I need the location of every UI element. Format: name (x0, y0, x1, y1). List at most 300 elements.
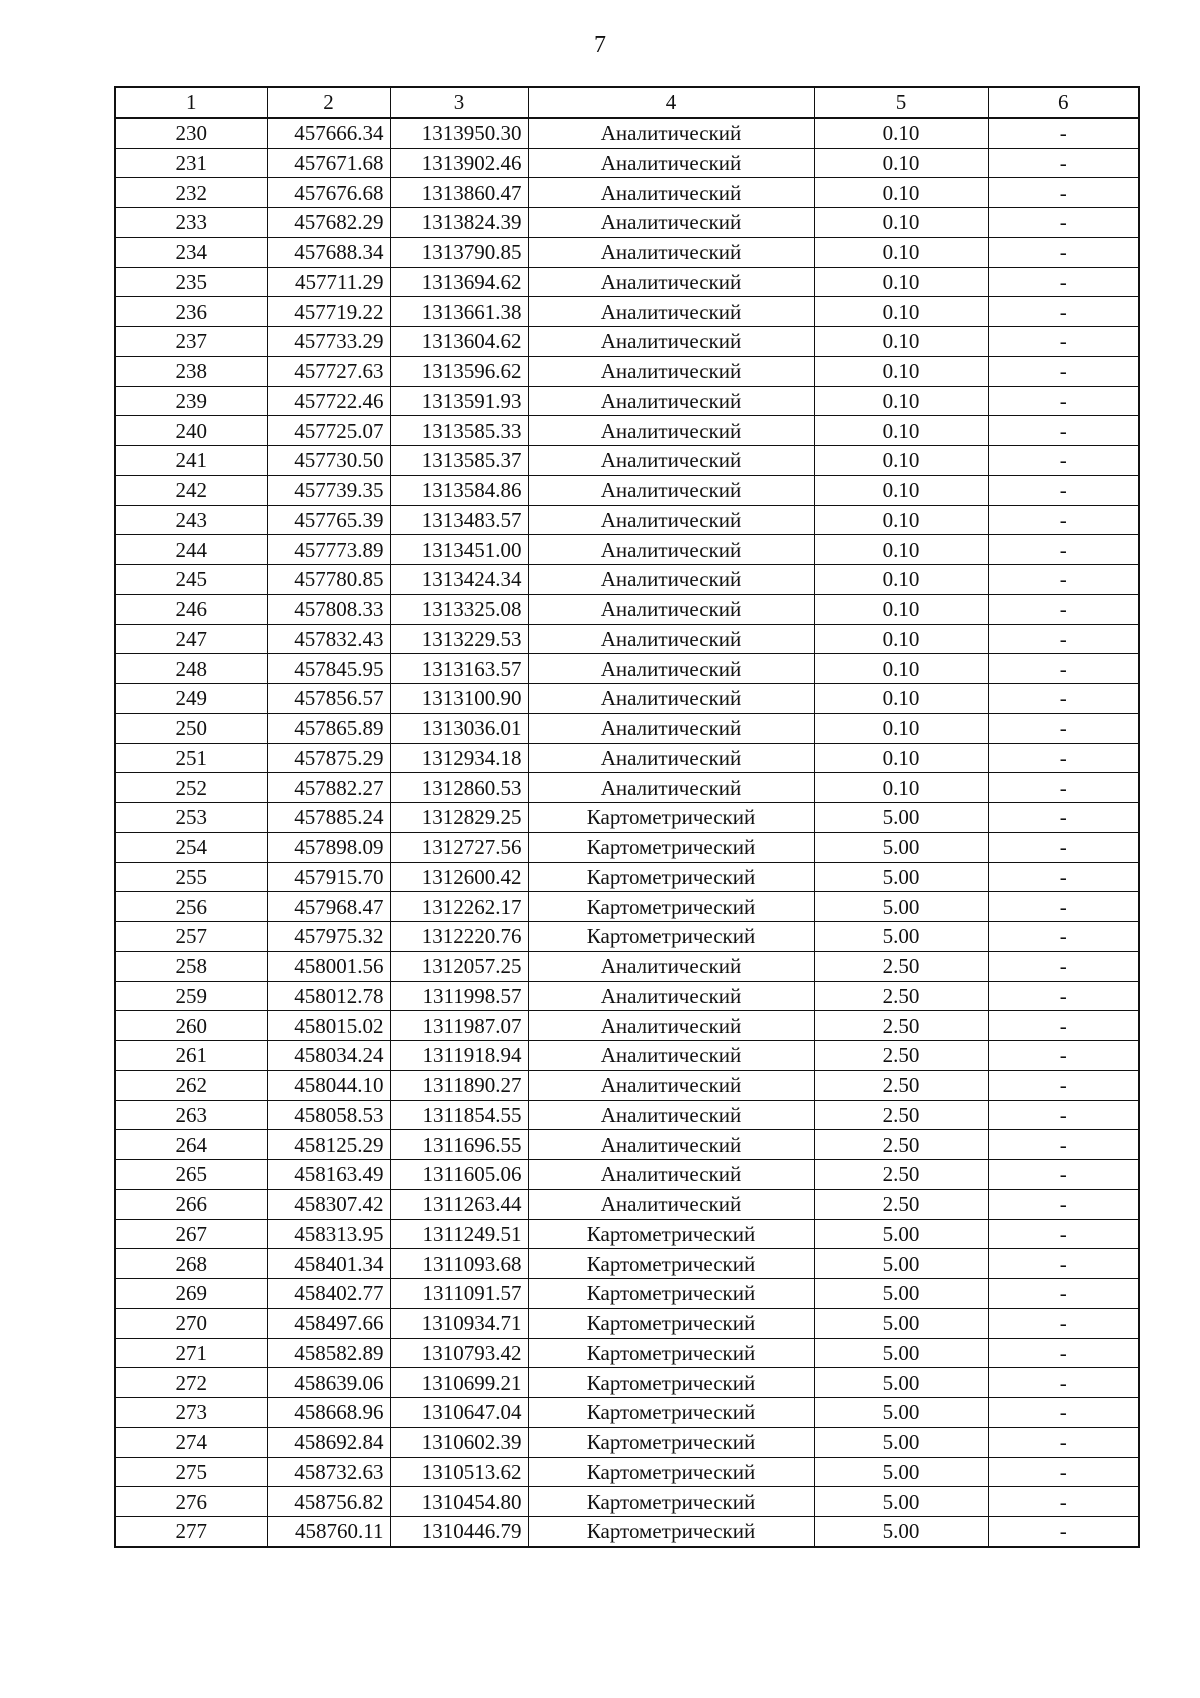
x-coordinate-cell: 457780.85 (267, 565, 390, 595)
method-cell: Аналитический (528, 713, 814, 743)
point-number-cell: 261 (115, 1041, 267, 1071)
note-cell: - (988, 1517, 1139, 1547)
note-cell: - (988, 1160, 1139, 1190)
accuracy-cell: 0.10 (814, 446, 988, 476)
accuracy-cell: 0.10 (814, 148, 988, 178)
method-cell: Аналитический (528, 1130, 814, 1160)
note-cell: - (988, 1249, 1139, 1279)
accuracy-cell: 5.00 (814, 1368, 988, 1398)
x-coordinate-cell: 458497.66 (267, 1308, 390, 1338)
table-row (115, 267, 1139, 297)
x-coordinate-cell: 457975.32 (267, 922, 390, 952)
accuracy-cell: 0.10 (814, 118, 988, 148)
note-cell: - (988, 118, 1139, 148)
y-coordinate-cell: 1311987.07 (390, 1011, 528, 1041)
accuracy-cell: 2.50 (814, 1011, 988, 1041)
x-coordinate-cell: 457719.22 (267, 297, 390, 327)
table-row (115, 713, 1139, 743)
note-cell: - (988, 654, 1139, 684)
note-cell: - (988, 1427, 1139, 1457)
method-cell: Картометрический (528, 1517, 814, 1547)
method-cell: Аналитический (528, 446, 814, 476)
accuracy-cell: 2.50 (814, 1070, 988, 1100)
point-number-cell: 246 (115, 594, 267, 624)
y-coordinate-cell: 1313661.38 (390, 297, 528, 327)
x-coordinate-cell: 457773.89 (267, 535, 390, 565)
note-cell: - (988, 713, 1139, 743)
y-coordinate-cell: 1310602.39 (390, 1427, 528, 1457)
x-coordinate-cell: 458313.95 (267, 1219, 390, 1249)
accuracy-cell: 2.50 (814, 1130, 988, 1160)
x-coordinate-cell: 458163.49 (267, 1160, 390, 1190)
method-cell: Аналитический (528, 1041, 814, 1071)
note-cell: - (988, 624, 1139, 654)
point-number-cell: 253 (115, 803, 267, 833)
point-number-cell: 237 (115, 327, 267, 357)
point-number-cell: 233 (115, 208, 267, 238)
column-header: 1 (115, 87, 267, 118)
method-cell: Аналитический (528, 416, 814, 446)
note-cell: - (988, 237, 1139, 267)
method-cell: Аналитический (528, 237, 814, 267)
table-row (115, 237, 1139, 267)
y-coordinate-cell: 1313860.47 (390, 178, 528, 208)
y-coordinate-cell: 1313424.34 (390, 565, 528, 595)
method-cell: Картометрический (528, 1338, 814, 1368)
y-coordinate-cell: 1313036.01 (390, 713, 528, 743)
x-coordinate-cell: 457865.89 (267, 713, 390, 743)
y-coordinate-cell: 1313451.00 (390, 535, 528, 565)
point-number-cell: 247 (115, 624, 267, 654)
x-coordinate-cell: 457885.24 (267, 803, 390, 833)
table-row (115, 1219, 1139, 1249)
accuracy-cell: 0.10 (814, 713, 988, 743)
accuracy-cell: 0.10 (814, 773, 988, 803)
x-coordinate-cell: 457671.68 (267, 148, 390, 178)
table-row (115, 356, 1139, 386)
column-header: 2 (267, 87, 390, 118)
note-cell: - (988, 684, 1139, 714)
y-coordinate-cell: 1311890.27 (390, 1070, 528, 1100)
y-coordinate-cell: 1313591.93 (390, 386, 528, 416)
accuracy-cell: 0.10 (814, 416, 988, 446)
note-cell: - (988, 327, 1139, 357)
point-number-cell: 234 (115, 237, 267, 267)
note-cell: - (988, 1338, 1139, 1368)
table-header-row (115, 87, 1139, 118)
accuracy-cell: 2.50 (814, 1189, 988, 1219)
y-coordinate-cell: 1310699.21 (390, 1368, 528, 1398)
x-coordinate-cell: 458668.96 (267, 1398, 390, 1428)
y-coordinate-cell: 1311696.55 (390, 1130, 528, 1160)
y-coordinate-cell: 1311091.57 (390, 1279, 528, 1309)
x-coordinate-cell: 457711.29 (267, 267, 390, 297)
point-number-cell: 239 (115, 386, 267, 416)
method-cell: Картометрический (528, 1279, 814, 1309)
accuracy-cell: 2.50 (814, 981, 988, 1011)
note-cell: - (988, 803, 1139, 833)
accuracy-cell: 5.00 (814, 1517, 988, 1547)
point-number-cell: 257 (115, 922, 267, 952)
y-coordinate-cell: 1310513.62 (390, 1457, 528, 1487)
note-cell: - (988, 178, 1139, 208)
accuracy-cell: 5.00 (814, 1487, 988, 1517)
x-coordinate-cell: 458044.10 (267, 1070, 390, 1100)
accuracy-cell: 5.00 (814, 1457, 988, 1487)
point-number-cell: 243 (115, 505, 267, 535)
accuracy-cell: 2.50 (814, 1160, 988, 1190)
table-row (115, 981, 1139, 1011)
note-cell: - (988, 1189, 1139, 1219)
point-number-cell: 269 (115, 1279, 267, 1309)
point-number-cell: 232 (115, 178, 267, 208)
y-coordinate-cell: 1313950.30 (390, 118, 528, 148)
y-coordinate-cell: 1310446.79 (390, 1517, 528, 1547)
note-cell: - (988, 1457, 1139, 1487)
table-body (115, 118, 1139, 1547)
note-cell: - (988, 565, 1139, 595)
note-cell: - (988, 743, 1139, 773)
y-coordinate-cell: 1313163.57 (390, 654, 528, 684)
x-coordinate-cell: 457730.50 (267, 446, 390, 476)
method-cell: Аналитический (528, 1070, 814, 1100)
x-coordinate-cell: 458401.34 (267, 1249, 390, 1279)
accuracy-cell: 0.10 (814, 654, 988, 684)
table-row (115, 922, 1139, 952)
y-coordinate-cell: 1312934.18 (390, 743, 528, 773)
point-number-cell: 271 (115, 1338, 267, 1368)
x-coordinate-cell: 458732.63 (267, 1457, 390, 1487)
x-coordinate-cell: 457765.39 (267, 505, 390, 535)
accuracy-cell: 0.10 (814, 535, 988, 565)
point-number-cell: 248 (115, 654, 267, 684)
note-cell: - (988, 1308, 1139, 1338)
table-row (115, 1487, 1139, 1517)
table-row (115, 654, 1139, 684)
x-coordinate-cell: 458001.56 (267, 951, 390, 981)
accuracy-cell: 0.10 (814, 684, 988, 714)
point-number-cell: 266 (115, 1189, 267, 1219)
method-cell: Картометрический (528, 1427, 814, 1457)
accuracy-cell: 0.10 (814, 237, 988, 267)
x-coordinate-cell: 457688.34 (267, 237, 390, 267)
accuracy-cell: 5.00 (814, 1219, 988, 1249)
y-coordinate-cell: 1313824.39 (390, 208, 528, 238)
table-row (115, 684, 1139, 714)
note-cell: - (988, 208, 1139, 238)
point-number-cell: 240 (115, 416, 267, 446)
accuracy-cell: 0.10 (814, 505, 988, 535)
point-number-cell: 272 (115, 1368, 267, 1398)
accuracy-cell: 5.00 (814, 922, 988, 952)
method-cell: Аналитический (528, 475, 814, 505)
method-cell: Картометрический (528, 1398, 814, 1428)
method-cell: Аналитический (528, 743, 814, 773)
x-coordinate-cell: 457739.35 (267, 475, 390, 505)
x-coordinate-cell: 457733.29 (267, 327, 390, 357)
method-cell: Аналитический (528, 327, 814, 357)
point-number-cell: 270 (115, 1308, 267, 1338)
page-number: 7 (594, 32, 606, 58)
method-cell: Картометрический (528, 892, 814, 922)
point-number-cell: 236 (115, 297, 267, 327)
table-row (115, 208, 1139, 238)
table-row (115, 178, 1139, 208)
method-cell: Аналитический (528, 1160, 814, 1190)
table-row (115, 951, 1139, 981)
x-coordinate-cell: 458756.82 (267, 1487, 390, 1517)
note-cell: - (988, 386, 1139, 416)
method-cell: Картометрический (528, 1487, 814, 1517)
point-number-cell: 277 (115, 1517, 267, 1547)
x-coordinate-cell: 457845.95 (267, 654, 390, 684)
table-row (115, 1070, 1139, 1100)
point-number-cell: 241 (115, 446, 267, 476)
column-header: 6 (988, 87, 1139, 118)
y-coordinate-cell: 1313790.85 (390, 237, 528, 267)
table-row (115, 1249, 1139, 1279)
point-number-cell: 263 (115, 1100, 267, 1130)
point-number-cell: 275 (115, 1457, 267, 1487)
table-row (115, 1517, 1139, 1547)
method-cell: Картометрический (528, 1368, 814, 1398)
note-cell: - (988, 832, 1139, 862)
table-row (115, 327, 1139, 357)
x-coordinate-cell: 457898.09 (267, 832, 390, 862)
accuracy-cell: 0.10 (814, 594, 988, 624)
accuracy-cell: 0.10 (814, 624, 988, 654)
accuracy-cell: 0.10 (814, 743, 988, 773)
note-cell: - (988, 951, 1139, 981)
method-cell: Аналитический (528, 505, 814, 535)
point-number-cell: 252 (115, 773, 267, 803)
table-row (115, 832, 1139, 862)
accuracy-cell: 0.10 (814, 356, 988, 386)
table-row (115, 594, 1139, 624)
point-number-cell: 230 (115, 118, 267, 148)
point-number-cell: 276 (115, 1487, 267, 1517)
y-coordinate-cell: 1311918.94 (390, 1041, 528, 1071)
accuracy-cell: 0.10 (814, 208, 988, 238)
method-cell: Аналитический (528, 1189, 814, 1219)
y-coordinate-cell: 1312860.53 (390, 773, 528, 803)
x-coordinate-cell: 458015.02 (267, 1011, 390, 1041)
point-number-cell: 251 (115, 743, 267, 773)
method-cell: Аналитический (528, 386, 814, 416)
note-cell: - (988, 922, 1139, 952)
method-cell: Картометрический (528, 803, 814, 833)
x-coordinate-cell: 458034.24 (267, 1041, 390, 1071)
note-cell: - (988, 773, 1139, 803)
note-cell: - (988, 505, 1139, 535)
accuracy-cell: 5.00 (814, 1249, 988, 1279)
column-header: 3 (390, 87, 528, 118)
x-coordinate-cell: 457676.68 (267, 178, 390, 208)
note-cell: - (988, 148, 1139, 178)
x-coordinate-cell: 457882.27 (267, 773, 390, 803)
method-cell: Аналитический (528, 148, 814, 178)
point-number-cell: 259 (115, 981, 267, 1011)
note-cell: - (988, 594, 1139, 624)
point-number-cell: 238 (115, 356, 267, 386)
y-coordinate-cell: 1312829.25 (390, 803, 528, 833)
accuracy-cell: 5.00 (814, 803, 988, 833)
point-number-cell: 231 (115, 148, 267, 178)
accuracy-cell: 0.10 (814, 178, 988, 208)
method-cell: Аналитический (528, 654, 814, 684)
point-number-cell: 265 (115, 1160, 267, 1190)
y-coordinate-cell: 1312727.56 (390, 832, 528, 862)
note-cell: - (988, 1398, 1139, 1428)
note-cell: - (988, 297, 1139, 327)
method-cell: Аналитический (528, 1011, 814, 1041)
y-coordinate-cell: 1311263.44 (390, 1189, 528, 1219)
note-cell: - (988, 1011, 1139, 1041)
table-row (115, 446, 1139, 476)
method-cell: Аналитический (528, 208, 814, 238)
x-coordinate-cell: 458402.77 (267, 1279, 390, 1309)
point-number-cell: 254 (115, 832, 267, 862)
accuracy-cell: 0.10 (814, 327, 988, 357)
accuracy-cell: 5.00 (814, 1398, 988, 1428)
y-coordinate-cell: 1310934.71 (390, 1308, 528, 1338)
table-row (115, 1011, 1139, 1041)
x-coordinate-cell: 458307.42 (267, 1189, 390, 1219)
point-number-cell: 244 (115, 535, 267, 565)
point-number-cell: 242 (115, 475, 267, 505)
method-cell: Аналитический (528, 356, 814, 386)
y-coordinate-cell: 1310793.42 (390, 1338, 528, 1368)
x-coordinate-cell: 458058.53 (267, 1100, 390, 1130)
table-row (115, 1457, 1139, 1487)
table-row (115, 1130, 1139, 1160)
x-coordinate-cell: 458582.89 (267, 1338, 390, 1368)
x-coordinate-cell: 458692.84 (267, 1427, 390, 1457)
table-row (115, 1100, 1139, 1130)
point-number-cell: 262 (115, 1070, 267, 1100)
y-coordinate-cell: 1312220.76 (390, 922, 528, 952)
note-cell: - (988, 535, 1139, 565)
x-coordinate-cell: 457725.07 (267, 416, 390, 446)
accuracy-cell: 5.00 (814, 862, 988, 892)
point-number-cell: 235 (115, 267, 267, 297)
x-coordinate-cell: 457666.34 (267, 118, 390, 148)
table-row (115, 118, 1139, 148)
point-number-cell: 258 (115, 951, 267, 981)
x-coordinate-cell: 457875.29 (267, 743, 390, 773)
y-coordinate-cell: 1313229.53 (390, 624, 528, 654)
accuracy-cell: 5.00 (814, 1427, 988, 1457)
note-cell: - (988, 1279, 1139, 1309)
table-row (115, 297, 1139, 327)
method-cell: Аналитический (528, 1100, 814, 1130)
note-cell: - (988, 862, 1139, 892)
y-coordinate-cell: 1311249.51 (390, 1219, 528, 1249)
point-number-cell: 273 (115, 1398, 267, 1428)
accuracy-cell: 2.50 (814, 1041, 988, 1071)
method-cell: Аналитический (528, 565, 814, 595)
y-coordinate-cell: 1310454.80 (390, 1487, 528, 1517)
table-row (115, 1189, 1139, 1219)
x-coordinate-cell: 457682.29 (267, 208, 390, 238)
table-row (115, 1160, 1139, 1190)
note-cell: - (988, 1487, 1139, 1517)
x-coordinate-cell: 457856.57 (267, 684, 390, 714)
point-number-cell: 274 (115, 1427, 267, 1457)
y-coordinate-cell: 1313604.62 (390, 327, 528, 357)
accuracy-cell: 5.00 (814, 832, 988, 862)
method-cell: Аналитический (528, 535, 814, 565)
table-row (115, 773, 1139, 803)
method-cell: Аналитический (528, 267, 814, 297)
point-number-cell: 245 (115, 565, 267, 595)
x-coordinate-cell: 458639.06 (267, 1368, 390, 1398)
x-coordinate-cell: 457915.70 (267, 862, 390, 892)
table-row (115, 1368, 1139, 1398)
table-row (115, 892, 1139, 922)
y-coordinate-cell: 1313902.46 (390, 148, 528, 178)
method-cell: Картометрический (528, 832, 814, 862)
method-cell: Картометрический (528, 1308, 814, 1338)
y-coordinate-cell: 1311854.55 (390, 1100, 528, 1130)
method-cell: Аналитический (528, 773, 814, 803)
x-coordinate-cell: 458012.78 (267, 981, 390, 1011)
point-number-cell: 267 (115, 1219, 267, 1249)
accuracy-cell: 0.10 (814, 386, 988, 416)
method-cell: Картометрический (528, 1457, 814, 1487)
y-coordinate-cell: 1313483.57 (390, 505, 528, 535)
x-coordinate-cell: 457832.43 (267, 624, 390, 654)
method-cell: Аналитический (528, 684, 814, 714)
x-coordinate-cell: 458760.11 (267, 1517, 390, 1547)
accuracy-cell: 0.10 (814, 565, 988, 595)
x-coordinate-cell: 458125.29 (267, 1130, 390, 1160)
column-header: 4 (528, 87, 814, 118)
method-cell: Картометрический (528, 862, 814, 892)
point-number-cell: 268 (115, 1249, 267, 1279)
accuracy-cell: 0.10 (814, 267, 988, 297)
note-cell: - (988, 1100, 1139, 1130)
table-row (115, 1427, 1139, 1457)
point-number-cell: 256 (115, 892, 267, 922)
x-coordinate-cell: 457727.63 (267, 356, 390, 386)
y-coordinate-cell: 1313100.90 (390, 684, 528, 714)
table-row (115, 862, 1139, 892)
y-coordinate-cell: 1311998.57 (390, 981, 528, 1011)
table-row (115, 1338, 1139, 1368)
y-coordinate-cell: 1313596.62 (390, 356, 528, 386)
method-cell: Аналитический (528, 178, 814, 208)
method-cell: Аналитический (528, 297, 814, 327)
method-cell: Аналитический (528, 594, 814, 624)
y-coordinate-cell: 1311093.68 (390, 1249, 528, 1279)
accuracy-cell: 5.00 (814, 1279, 988, 1309)
table-row (115, 1308, 1139, 1338)
table-row (115, 505, 1139, 535)
y-coordinate-cell: 1310647.04 (390, 1398, 528, 1428)
note-cell: - (988, 1219, 1139, 1249)
y-coordinate-cell: 1313694.62 (390, 267, 528, 297)
note-cell: - (988, 267, 1139, 297)
method-cell: Аналитический (528, 624, 814, 654)
y-coordinate-cell: 1313585.37 (390, 446, 528, 476)
y-coordinate-cell: 1312262.17 (390, 892, 528, 922)
y-coordinate-cell: 1313585.33 (390, 416, 528, 446)
x-coordinate-cell: 457808.33 (267, 594, 390, 624)
accuracy-cell: 0.10 (814, 475, 988, 505)
method-cell: Картометрический (528, 1249, 814, 1279)
y-coordinate-cell: 1312057.25 (390, 951, 528, 981)
